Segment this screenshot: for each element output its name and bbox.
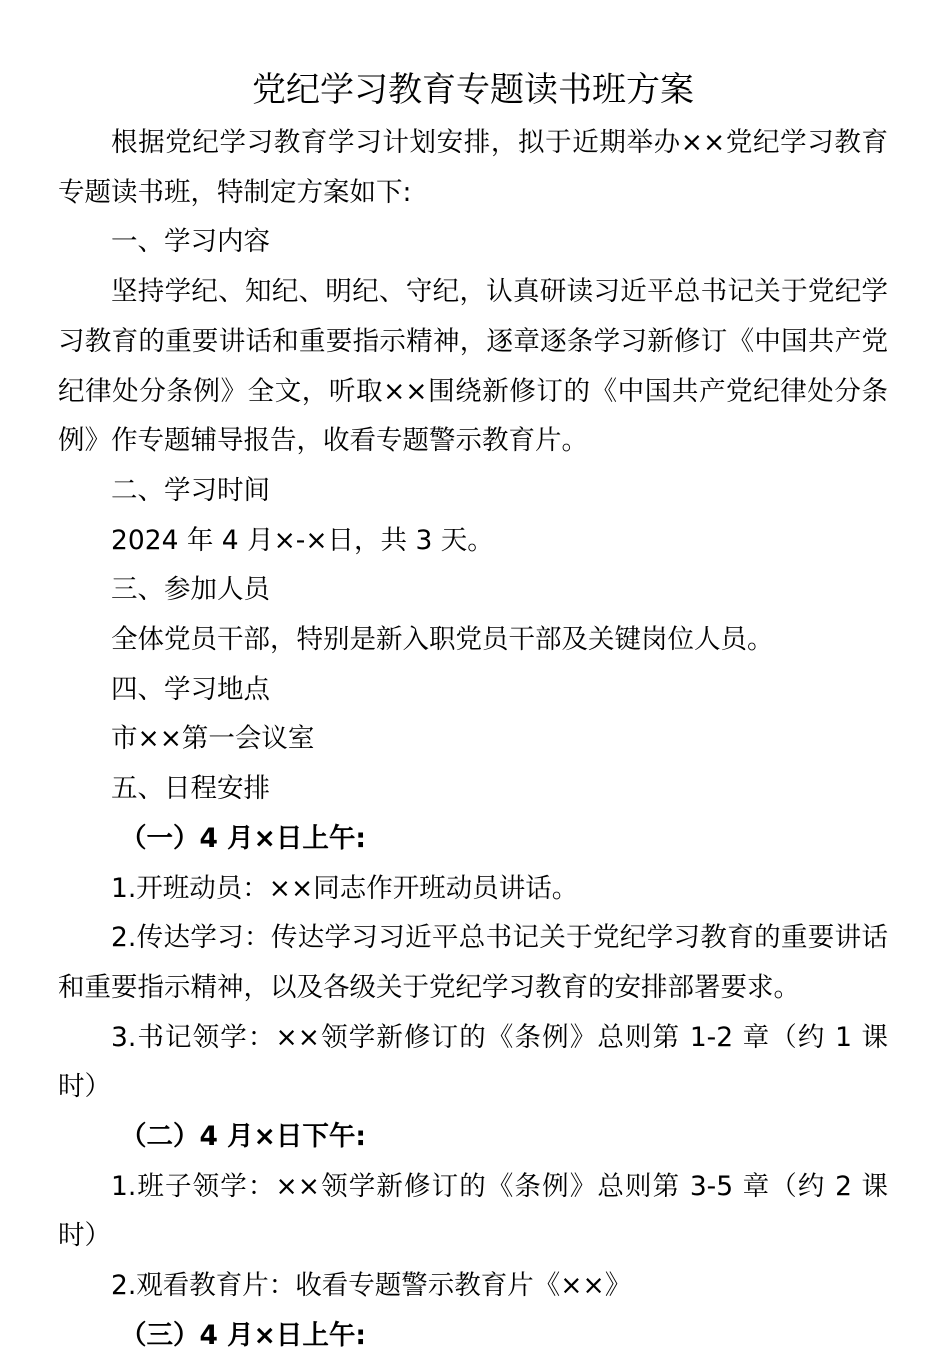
schedule-day-2-item-1: 1.班子领学：××领学新修订的《条例》总则第 3-5 章（约 2 课时） [58,1170,888,1252]
section-body-location: 市××第一会议室 [111,723,315,755]
section-body-participants: 全体党员干部，特别是新入职党员干部及关键岗位人员。 [111,624,774,656]
schedule-day-3-label: （三）4 月×日上午: [120,1319,366,1351]
schedule-day-2-item-2: 2.观看教育片：收看专题警示教育片《××》 [111,1270,632,1302]
section-heading-schedule: 五、日程安排 [111,773,270,805]
schedule-day-1-item-3: 3.书记领学：××领学新修订的《条例》总则第 1-2 章（约 1 课时） [58,1021,888,1103]
section-body-time: 2024 年 4 月×-×日，共 3 天。 [111,524,494,556]
section-heading-time: 二、学习时间 [111,474,270,506]
section-heading-participants: 三、参加人员 [111,574,270,606]
schedule-day-1-item-1: 1.开班动员：××同志作开班动员讲话。 [111,872,579,904]
schedule-day-2-label: （二）4 月×日下午: [120,1121,366,1153]
document-page [58,62,888,1361]
section-heading-location: 四、学习地点 [111,673,270,705]
section-heading-content: 一、学习内容 [111,226,270,258]
section-body-content: 坚持学纪、知纪、明纪、守纪，认真研读习近平总书记关于党纪学习教育的重要讲话和重要指示精神，逐章逐条学习新修订《中国共产党纪律处分条例》全文，听取××围绕新修订的《中国共产党纪律处分条例》作专题辅导报告，收看专题警示教育片。 [58,276,888,457]
schedule-day-1-label: （一）4 月×日上午: [120,822,366,854]
schedule-day-1-item-2: 2.传达学习：传达学习习近平总书记关于党纪学习教育的重要讲话和重要指示精神，以及各级关于党纪学习教育的安排部署要求。 [58,922,888,1003]
intro-paragraph: 根据党纪学习教育学习计划安排，拟于近期举办××党纪学习教育专题读书班，特制定方案如下: [58,127,888,208]
document-title: 党纪学习教育专题读书班方案 [252,70,694,110]
